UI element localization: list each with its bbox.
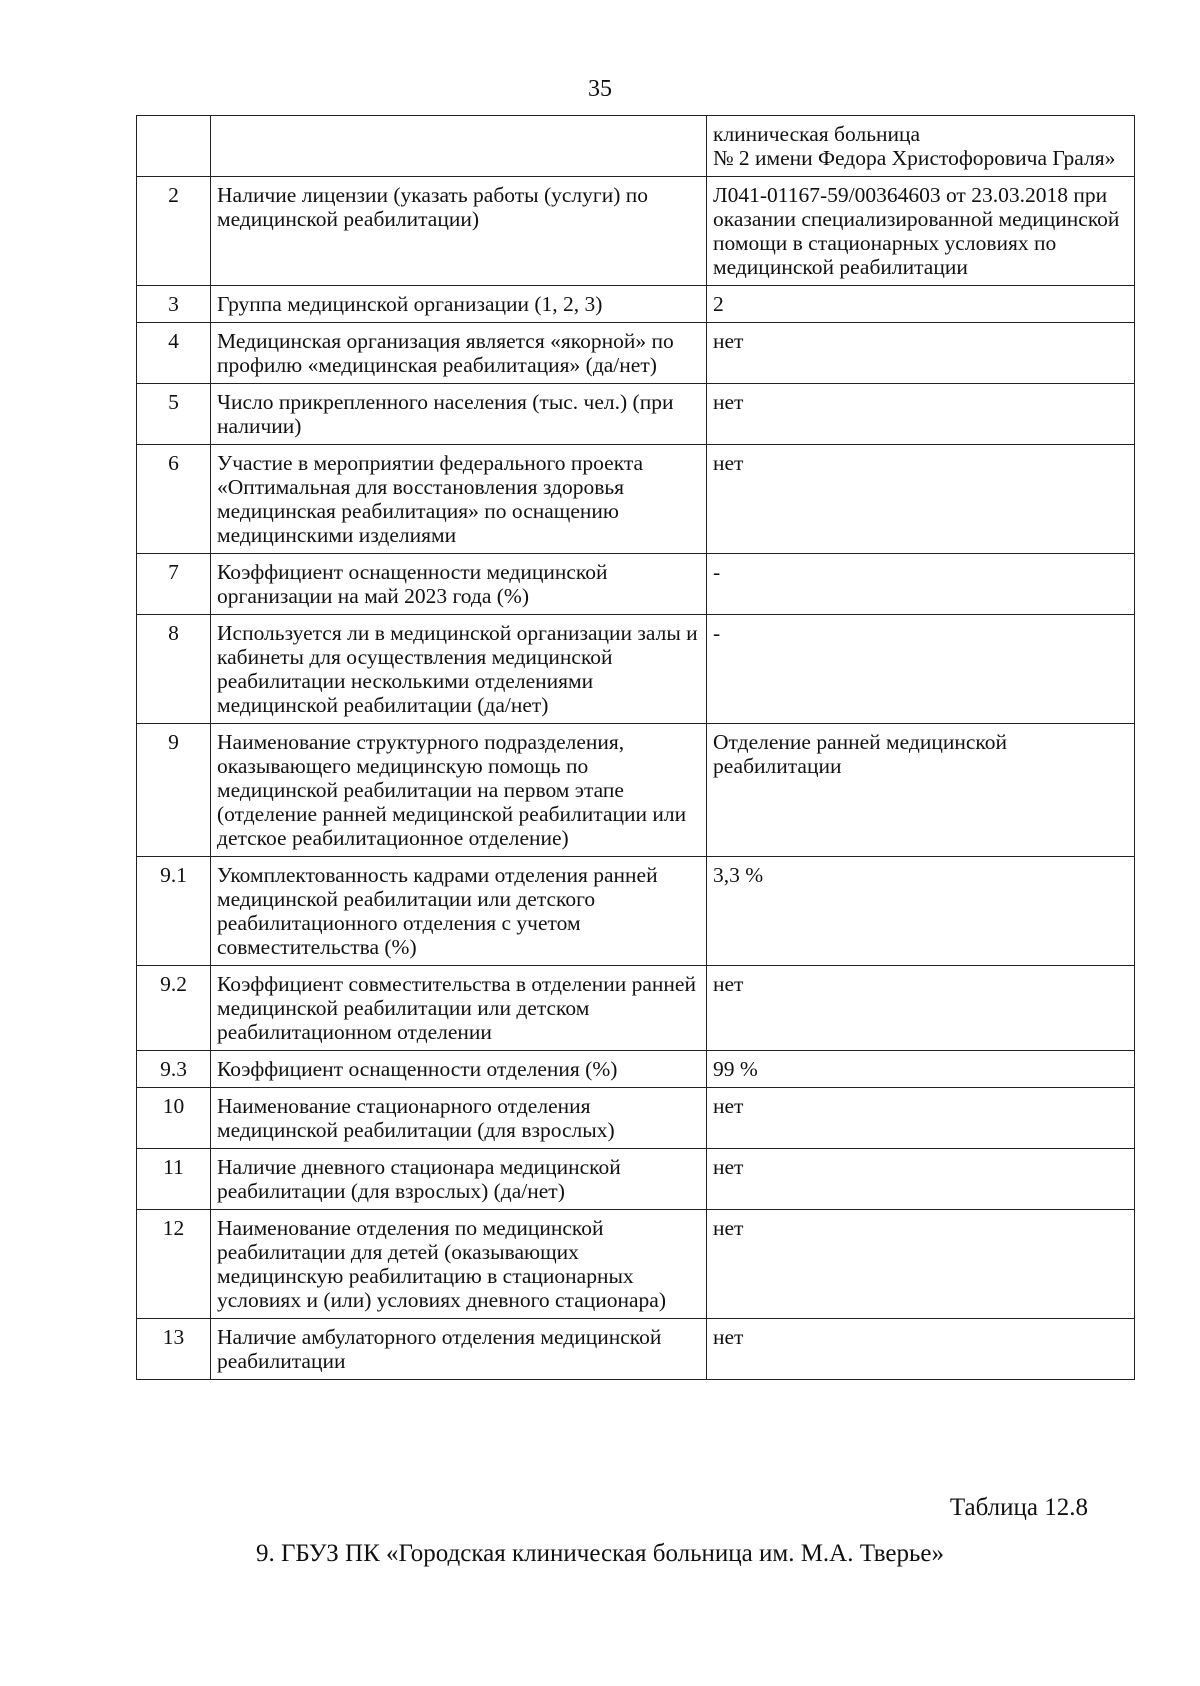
table-row	[137, 1088, 1135, 1149]
row-number: 9.1	[137, 857, 211, 966]
table-row	[137, 857, 1135, 966]
row-parameter: Наличие дневного стационара медицинской реабилитации (для взрослых) (да/нет)	[211, 1149, 707, 1210]
row-value: 3,3 %	[707, 857, 1135, 966]
table-row	[137, 966, 1135, 1051]
row-number: 10	[137, 1088, 211, 1149]
table-row	[137, 615, 1135, 724]
row-number: 13	[137, 1319, 211, 1380]
row-number: 11	[137, 1149, 211, 1210]
row-number	[137, 116, 211, 177]
row-number: 9.3	[137, 1051, 211, 1088]
row-parameter: Коэффициент оснащенности отделения (%)	[211, 1051, 707, 1088]
table-row	[137, 1149, 1135, 1210]
row-value: нет	[707, 1210, 1135, 1319]
row-value: нет	[707, 1319, 1135, 1380]
row-value: нет	[707, 1088, 1135, 1149]
row-value: -	[707, 615, 1135, 724]
row-number: 12	[137, 1210, 211, 1319]
row-number: 4	[137, 323, 211, 384]
info-table	[136, 115, 1135, 1380]
table-caption: Таблица 12.8	[949, 1494, 1088, 1521]
row-parameter: Участие в мероприятии федерального проекта «Оптимальная для восстановления здоровья медицинская реабилитация» по оснащению медицинскими изделиями	[211, 445, 707, 554]
row-number: 6	[137, 445, 211, 554]
row-value: -	[707, 554, 1135, 615]
table-row	[137, 554, 1135, 615]
row-parameter: Коэффициент оснащенности медицинской организации на май 2023 года (%)	[211, 554, 707, 615]
row-parameter: Наименование структурного подразделения, оказывающего медицинскую помощь по медицинской реабилитации на первом этапе (отделение ранней медицинской реабилитации или детское реабилитационное отделение)	[211, 724, 707, 857]
row-parameter: Используется ли в медицинской организации залы и кабинеты для осуществления медицинской реабилитации несколькими отделениями медицинской реабилитации (да/нет)	[211, 615, 707, 724]
row-value: Отделение ранней медицинской реабилитации	[707, 724, 1135, 857]
row-parameter: Число прикрепленного населения (тыс. чел.) (при наличии)	[211, 384, 707, 445]
row-parameter: Наименование отделения по медицинской реабилитации для детей (оказывающих медицинскую реабилитацию в стационарных условиях и (или) условиях дневного стационара)	[211, 1210, 707, 1319]
table-row	[137, 445, 1135, 554]
table-row	[137, 323, 1135, 384]
row-parameter: Наличие лицензии (указать работы (услуги) по медицинской реабилитации)	[211, 177, 707, 286]
row-value: нет	[707, 445, 1135, 554]
table-row	[137, 177, 1135, 286]
row-value: нет	[707, 323, 1135, 384]
row-value: Л041-01167-59/00364603 от 23.03.2018 при оказании специализированной медицинской помощи в стационарных условиях по медицинской реабилитации	[707, 177, 1135, 286]
row-value: клиническая больница № 2 имени Федора Христофоровича Граля»	[707, 116, 1135, 177]
row-value: нет	[707, 384, 1135, 445]
row-parameter: Укомплектованность кадрами отделения ранней медицинской реабилитации или детского реабилитационного отделения с учетом совместительства (%)	[211, 857, 707, 966]
row-number: 9	[137, 724, 211, 857]
row-number: 3	[137, 286, 211, 323]
table-row	[137, 116, 1135, 177]
row-number: 2	[137, 177, 211, 286]
table-row	[137, 1319, 1135, 1380]
row-value: 2	[707, 286, 1135, 323]
table-row	[137, 286, 1135, 323]
table-row	[137, 1051, 1135, 1088]
row-parameter	[211, 116, 707, 177]
row-value: 99 %	[707, 1051, 1135, 1088]
row-parameter: Коэффициент совместительства в отделении ранней медицинской реабилитации или детском реабилитационном отделении	[211, 966, 707, 1051]
row-value: нет	[707, 966, 1135, 1051]
table-row	[137, 724, 1135, 857]
page-number: 35	[588, 76, 612, 102]
row-value: нет	[707, 1149, 1135, 1210]
table-row	[137, 1210, 1135, 1319]
row-parameter: Наличие амбулаторного отделения медицинской реабилитации	[211, 1319, 707, 1380]
section-title: 9. ГБУЗ ПК «Городская клиническая больница им. М.А. Тверье»	[255, 1540, 945, 1567]
row-number: 5	[137, 384, 211, 445]
row-parameter: Медицинская организация является «якорной» по профилю «медицинская реабилитация» (да/нет)	[211, 323, 707, 384]
row-number: 7	[137, 554, 211, 615]
row-parameter: Наименование стационарного отделения медицинской реабилитации (для взрослых)	[211, 1088, 707, 1149]
row-parameter: Группа медицинской организации (1, 2, 3)	[211, 286, 707, 323]
row-number: 9.2	[137, 966, 211, 1051]
row-number: 8	[137, 615, 211, 724]
table-row	[137, 384, 1135, 445]
